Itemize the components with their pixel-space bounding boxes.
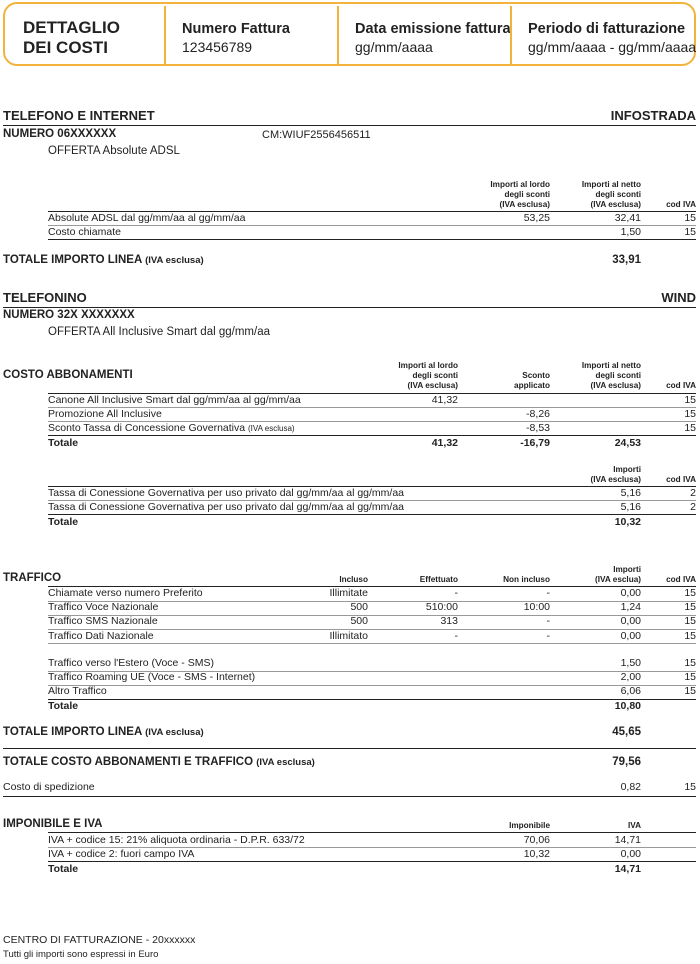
- table-row-desc: Chiamate verso numero Preferito: [48, 587, 203, 599]
- row-line: [48, 643, 696, 644]
- header-divider: [510, 6, 512, 66]
- table-row-desc: Traffico verso l'Estero (Voce - SMS): [48, 657, 214, 669]
- table-row-desc: Absolute ADSL dal gg/mm/aa al gg/mm/aa: [48, 212, 246, 224]
- col-header-gross: [398, 361, 458, 391]
- page-title-line1: DETTAGLIO: [23, 18, 120, 37]
- table-row-taxable: 10,32: [523, 848, 550, 860]
- line-number: NUMERO 06XXXXXX: [3, 128, 117, 140]
- table-row-vat-amount: 14,71: [614, 834, 641, 846]
- col-header-vat: cod IVA: [666, 475, 696, 484]
- table-row-desc: Traffico SMS Nazionale: [48, 615, 158, 628]
- vat-section-title: IMPONIBILE E IVA: [3, 818, 103, 830]
- line-total-label: [3, 254, 204, 266]
- col-header-line: Importi al netto: [581, 180, 641, 189]
- section-divider: [3, 796, 696, 797]
- col-header-line: (IVA esclusa): [407, 381, 458, 390]
- table-row-net: 1,50: [620, 226, 641, 238]
- table-row-vat: 2: [690, 487, 696, 499]
- mobile-line-total-label: [3, 726, 204, 738]
- line-total-value: 33,91: [612, 254, 641, 266]
- table-row-vat-amount: 0,00: [620, 848, 641, 860]
- table-row-gross: 53,25: [523, 212, 550, 224]
- billing-period-value: gg/mm/aaaa - gg/mm/aaaa: [528, 39, 697, 55]
- row-line: [48, 435, 696, 436]
- invoice-number-label: Numero Fattura: [182, 21, 290, 37]
- invoice-number-value: 123456789: [182, 39, 253, 55]
- table-row-discount: -8,53: [526, 422, 550, 434]
- col-header-line: Importi al lordo: [398, 361, 458, 370]
- table-row-not-included: -: [546, 587, 550, 599]
- section-divider: [3, 748, 696, 749]
- table-row-included: 500: [350, 601, 368, 614]
- section-title-mobile: TELEFONINO: [3, 290, 87, 305]
- page-title: [23, 18, 120, 58]
- issue-date-label: Data emissione fattura: [355, 21, 511, 37]
- gov-tax-total-label: Totale: [48, 516, 79, 528]
- table-row-amount: 0,00: [620, 587, 641, 599]
- line-total-note: (IVA esclusa): [145, 255, 204, 266]
- table-row-desc: Traffico Dati Nazionale: [48, 629, 154, 642]
- col-header-discount: [514, 371, 550, 391]
- table-row-desc: Canone All Inclusive Smart dal gg/mm/aa al gg/mm/aa: [48, 394, 301, 406]
- col-header-done: Effettuato: [419, 575, 458, 584]
- grand-total-label: [3, 756, 315, 768]
- col-header-not-included: Non incluso: [503, 575, 550, 584]
- table-row-done: -: [454, 629, 458, 642]
- table-row-amount: 0,00: [620, 629, 641, 642]
- table-row-desc: Tassa di Conessione Governativa per uso privato dal gg/mm/aa al gg/mm/aa: [48, 487, 405, 499]
- table-row-net: 32,41: [614, 212, 641, 224]
- table-row-desc: [48, 422, 295, 434]
- grand-total-value: 79,56: [612, 756, 641, 768]
- col-header-line: degli sconti: [595, 371, 641, 380]
- shipping-vat: 15: [684, 781, 696, 793]
- table-row-gross: 41,32: [431, 394, 458, 406]
- col-header-line: (IVA esclusa): [590, 475, 641, 484]
- shipping-label: Costo di spedizione: [3, 781, 95, 793]
- col-header-line: Sconto: [522, 371, 550, 380]
- row-desc-text: Sconto Tassa di Concessione Governativa: [48, 422, 246, 434]
- row-line: [48, 239, 696, 240]
- col-header-net: [582, 180, 641, 210]
- table-row-discount: -8,26: [526, 408, 550, 420]
- col-header-line: Importi al lordo: [490, 180, 550, 189]
- table-row-desc: Traffico Voce Nazionale: [48, 601, 159, 614]
- table-row-vat: 2: [690, 501, 696, 513]
- table-row-vat: 15: [684, 657, 696, 669]
- traffic-total-label: Totale: [48, 700, 79, 712]
- table-row-desc: Costo chiamate: [48, 226, 121, 238]
- currency-note: Tutti gli importi sono espressi in Euro: [3, 949, 159, 960]
- col-header-taxable: Imponibile: [509, 821, 550, 830]
- col-header-line: (IVA esclusa): [499, 200, 550, 209]
- subscriptions-total-net: 24,53: [614, 437, 641, 449]
- row-line: [48, 514, 696, 515]
- table-row-vat: 15: [684, 587, 696, 599]
- row-desc-note: (IVA esclusa): [248, 424, 295, 433]
- traffic-total-value: 10,80: [614, 700, 641, 712]
- subscriptions-total-gross: 41,32: [431, 437, 458, 449]
- table-row-vat: 15: [684, 422, 696, 434]
- table-row-not-included: 10:00: [523, 601, 550, 614]
- col-header-line: (IVA esclua): [595, 575, 641, 584]
- issue-date-value: gg/mm/aaaa: [355, 39, 433, 55]
- col-header-amount: [590, 465, 641, 485]
- table-row-amount: 1,50: [620, 657, 641, 669]
- row-line: [48, 699, 696, 700]
- table-row-desc: Promozione All Inclusive: [48, 408, 162, 420]
- row-line: [48, 685, 696, 686]
- table-row-done: 313: [440, 615, 458, 628]
- table-header-line: [48, 832, 696, 833]
- table-row-vat: 15: [684, 226, 696, 238]
- table-row-done: -: [454, 587, 458, 599]
- table-row-desc: IVA + codice 2: fuori campo IVA: [48, 848, 195, 860]
- table-row-vat: 15: [684, 394, 696, 406]
- col-header-vat: cod IVA: [666, 200, 696, 209]
- row-line: [48, 861, 696, 862]
- provider-infostrada: INFOSTRADA: [610, 108, 696, 123]
- vat-total-label: Totale: [48, 863, 79, 875]
- shipping-value: 0,82: [620, 781, 641, 793]
- table-row-amount: 6,06: [620, 685, 641, 698]
- table-row-amount: 0,00: [620, 615, 641, 628]
- mobile-line-total-value: 45,65: [612, 726, 641, 738]
- table-row-desc: Altro Traffico: [48, 685, 107, 698]
- col-header-net: [582, 361, 641, 391]
- traffic-title: TRAFFICO: [3, 572, 62, 584]
- table-row-amount: 2,00: [620, 671, 641, 684]
- table-row-vat: 15: [684, 212, 696, 224]
- subscriptions-total-label: Totale: [48, 437, 79, 449]
- table-row-included: Illimitate: [329, 587, 368, 599]
- page-title-line2: DEI COSTI: [23, 38, 109, 57]
- section-divider: [3, 307, 696, 308]
- table-row-included: 500: [350, 615, 368, 628]
- table-row-vat: 15: [684, 671, 696, 684]
- table-row-included: Illimitato: [329, 629, 368, 642]
- table-row-not-included: -: [546, 629, 550, 642]
- table-row-done: 510:00: [425, 601, 458, 614]
- table-row-vat: 15: [684, 629, 696, 642]
- offer-name: OFFERTA Absolute ADSL: [48, 145, 180, 157]
- col-header-line: Importi: [613, 465, 641, 474]
- col-header-line: degli sconti: [504, 190, 550, 199]
- gov-tax-total-value: 10,32: [614, 516, 641, 528]
- table-row-amount: 5,16: [620, 487, 641, 499]
- table-row-vat: 15: [684, 408, 696, 420]
- table-row-vat: 15: [684, 615, 696, 628]
- cm-code: CM:WIUF2556456511: [262, 129, 371, 141]
- col-header-included: Incluso: [339, 575, 368, 584]
- col-header-amount: [595, 565, 641, 585]
- section-title-internet: TELEFONO E INTERNET: [3, 108, 155, 123]
- col-header-line: degli sconti: [595, 190, 641, 199]
- table-row-desc: Tassa di Conessione Governativa per uso privato dal gg/mm/aa al gg/mm/aa: [48, 501, 405, 513]
- table-row-taxable: 70,06: [523, 834, 550, 846]
- section-divider: [3, 125, 696, 126]
- table-row-vat: 15: [684, 685, 696, 698]
- mobile-offer: OFFERTA All Inclusive Smart dal gg/mm/aa: [48, 326, 270, 338]
- header-divider: [164, 6, 166, 66]
- grand-total-note: (IVA esclusa): [256, 757, 315, 768]
- col-header-line: degli sconti: [412, 371, 458, 380]
- col-header-line: applicato: [514, 381, 550, 390]
- invoice-header: [3, 2, 696, 66]
- col-header-vat: cod IVA: [666, 575, 696, 584]
- line-total-text: TOTALE IMPORTO LINEA: [3, 254, 142, 266]
- col-header-gross: [490, 180, 550, 210]
- grand-total-text: TOTALE COSTO ABBONAMENTI E TRAFFICO: [3, 756, 254, 768]
- table-row-vat: 15: [684, 601, 696, 614]
- vat-total-value: 14,71: [614, 863, 641, 875]
- table-row-amount: 5,16: [620, 501, 641, 513]
- billing-period-label: Periodo di fatturazione: [528, 21, 686, 37]
- line-total-note: (IVA esclusa): [145, 727, 204, 738]
- table-row-amount: 1,24: [620, 601, 641, 614]
- table-row-not-included: -: [546, 615, 550, 628]
- mobile-number: NUMERO 32X XXXXXXX: [3, 309, 135, 321]
- line-total-text: TOTALE IMPORTO LINEA: [3, 726, 142, 738]
- col-header-vat-amount: IVA: [627, 821, 641, 830]
- row-line: [48, 225, 696, 226]
- subscriptions-total-discount: -16,79: [520, 437, 550, 449]
- col-header-vat: cod IVA: [666, 381, 696, 390]
- col-header-line: Importi: [613, 565, 641, 574]
- col-header-line: Importi al netto: [581, 361, 641, 370]
- provider-wind: WIND: [661, 290, 696, 305]
- col-header-line: (IVA esclusa): [590, 200, 641, 209]
- subscriptions-title: COSTO ABBONAMENTI: [3, 369, 133, 381]
- billing-center: CENTRO DI FATTURAZIONE - 20xxxxxx: [3, 934, 196, 946]
- header-divider: [337, 6, 339, 66]
- table-row-desc: IVA + codice 15: 21% aliquota ordinaria - D.P.R. 633/72: [48, 834, 305, 846]
- table-row-desc: Traffico Roaming UE (Voce - SMS - Internet): [48, 671, 256, 684]
- col-header-line: (IVA esclusa): [590, 381, 641, 390]
